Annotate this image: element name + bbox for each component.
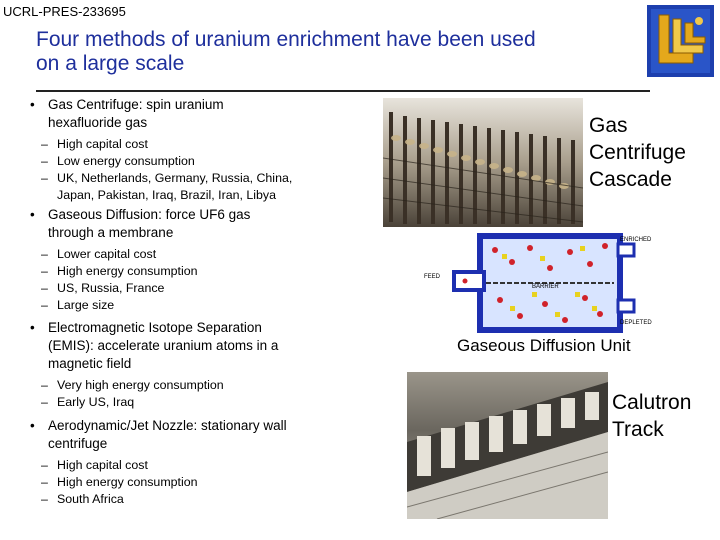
sub-item: – Large size <box>30 297 380 314</box>
sub-item: – High capital cost <box>30 136 380 153</box>
bullet-gaseous-diffusion <box>30 206 380 314</box>
bullet-heading <box>30 417 380 453</box>
sub-item-text: High capital cost <box>57 137 148 151</box>
sub-item: – High energy consumption <box>30 263 380 280</box>
sub-item: – Lower capital cost <box>30 246 380 263</box>
bullet-dot-icon: • <box>30 320 35 335</box>
sub-item: – Very high energy consumption <box>30 377 380 394</box>
bullet-heading-line: centrifuge <box>48 436 108 451</box>
bullet-dot-icon: • <box>30 418 35 433</box>
sub-item: – Early US, Iraq <box>30 394 380 411</box>
bullet-aerodynamic <box>30 417 380 508</box>
bullet-heading-line: through a membrane <box>48 225 174 240</box>
title-divider <box>36 90 650 92</box>
bullet-gas-centrifuge <box>30 96 380 204</box>
sub-item-text: Lower capital cost <box>57 247 157 261</box>
sub-list <box>30 136 380 204</box>
sub-item-text: Early US, Iraq <box>57 395 135 409</box>
diffusion-label-barrier: BARRIER <box>532 284 559 290</box>
bullet-heading <box>30 206 380 242</box>
caption-line: Calutron <box>612 391 692 414</box>
sub-item: – US, Russia, France <box>30 280 380 297</box>
document-id: UCRL-PRES-233695 <box>3 4 126 19</box>
centrifuge-caption <box>589 112 686 193</box>
sub-item-text: South Africa <box>57 492 124 506</box>
slide-title <box>36 28 636 76</box>
sub-item-text: High energy consumption <box>57 264 198 278</box>
calutron-caption <box>612 389 691 443</box>
caption-line: Cascade <box>589 168 672 191</box>
bullet-dot-icon: • <box>30 207 35 222</box>
sub-item-text: High energy consumption <box>57 475 198 489</box>
sub-item: – Low energy consumption <box>30 153 380 170</box>
sub-item: – High capital cost <box>30 457 380 474</box>
sub-item-text: UK, Netherlands, Germany, Russia, China, <box>57 171 293 185</box>
slide-title-line-1: Four methods of uranium enrichment have been used <box>36 28 536 51</box>
llnl-logo-icon <box>647 5 714 77</box>
diffusion-label-feed: FEED <box>424 274 441 280</box>
bullet-heading-line: hexafluoride gas <box>48 115 148 130</box>
bullet-heading-line: Electromagnetic Isotope Separation <box>48 320 262 335</box>
bullet-heading-line: Gas Centrifuge: spin uranium <box>48 97 224 112</box>
slide-title-line-2: on a large scale <box>36 52 185 75</box>
caption-line: Centrifuge <box>589 141 686 164</box>
bullet-heading-line: Aerodynamic/Jet Nozzle: stationary wall <box>48 418 287 433</box>
bullet-heading-line: Gaseous Diffusion: force UF6 gas <box>48 207 251 222</box>
sub-item-text: Low energy consumption <box>57 154 195 168</box>
sub-item: – South Africa <box>30 491 380 508</box>
diffusion-caption: Gaseous Diffusion Unit <box>457 336 631 355</box>
calutron-track-photo <box>407 372 608 519</box>
sub-item-text: US, Russia, France <box>57 281 165 295</box>
sub-item-text: Very high energy consumption <box>57 378 224 392</box>
bullet-heading-line: (EMIS): accelerate uranium atoms in a <box>48 338 279 353</box>
bullet-heading <box>30 319 380 373</box>
bullet-heading-line: magnetic field <box>48 356 132 371</box>
sub-item-text: Large size <box>57 298 115 312</box>
diffusion-label-depleted: DEPLETED <box>620 320 652 326</box>
sub-list <box>30 457 380 508</box>
caption-line: Gas <box>589 114 628 137</box>
sub-item-text: Japan, Pakistan, Iraq, Brazil, Iran, Libya <box>57 188 277 202</box>
bullet-emis <box>30 319 380 411</box>
gas-centrifuge-cascade-photo <box>383 98 583 227</box>
sub-list <box>30 377 380 411</box>
sub-item-text: High capital cost <box>57 458 148 472</box>
caption-line: Track <box>612 418 664 441</box>
gaseous-diffusion-diagram <box>420 228 660 334</box>
bullet-dot-icon: • <box>30 97 35 112</box>
sub-item: – UK, Netherlands, Germany, Russia, China, Japan, Pakistan, Iraq, Brazil, Iran, Libya <box>30 170 380 204</box>
diffusion-label-enriched: ENRICHED <box>620 237 652 243</box>
sub-list <box>30 246 380 314</box>
sub-item: – High energy consumption <box>30 474 380 491</box>
bullet-heading <box>30 96 380 132</box>
